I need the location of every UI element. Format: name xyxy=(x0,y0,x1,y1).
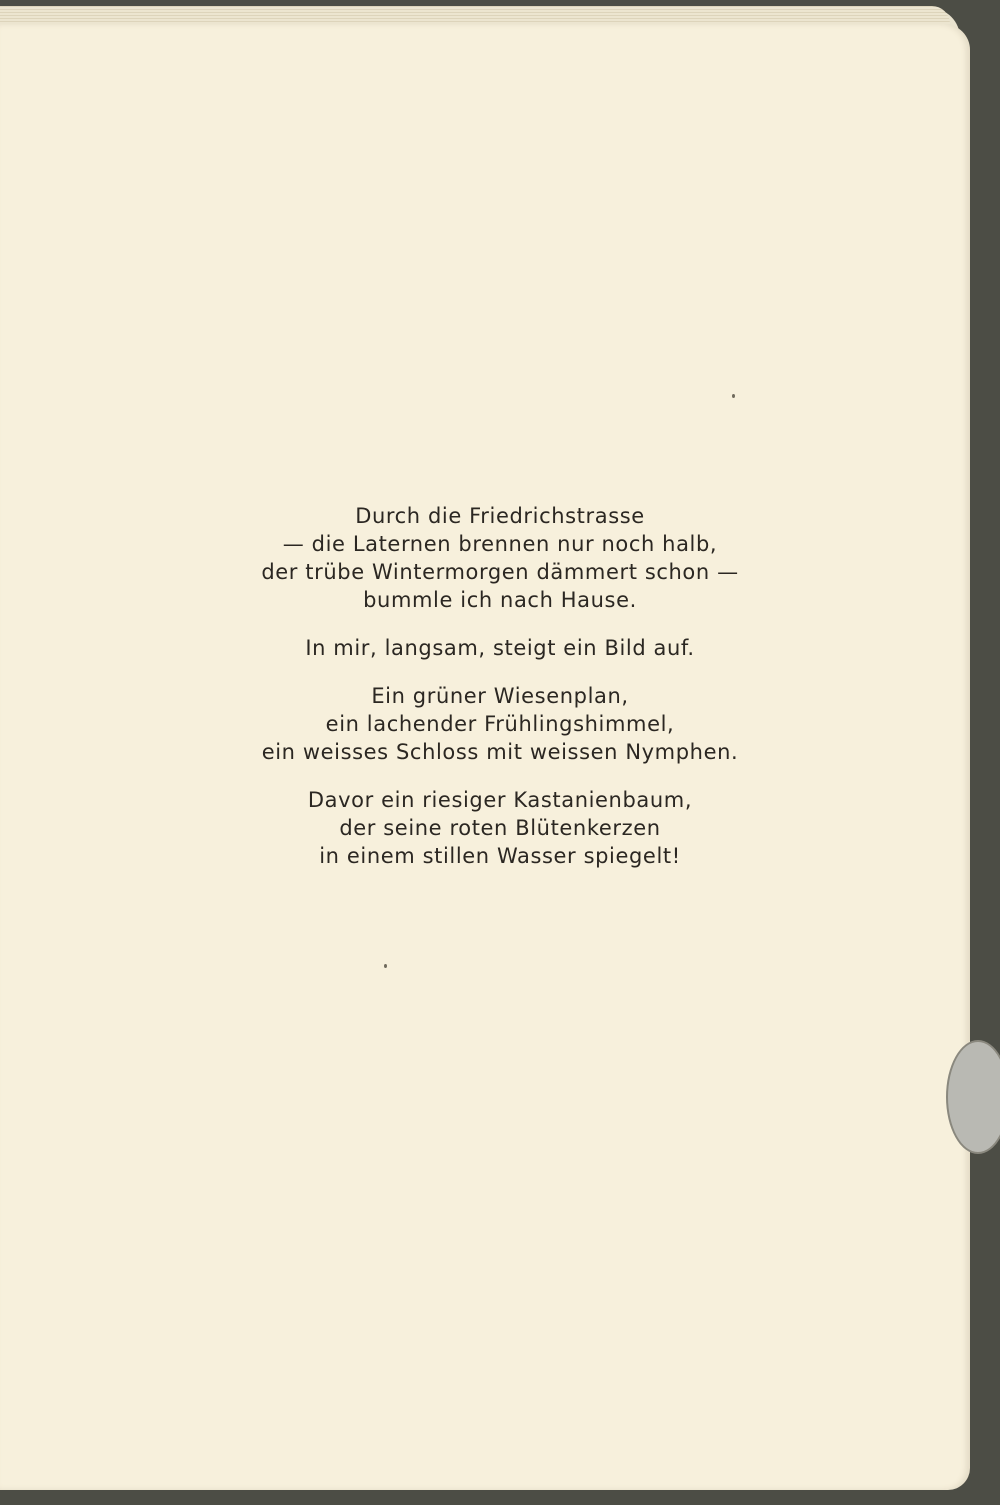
poem-line: Davor ein riesiger Kastanienbaum, xyxy=(307,788,693,812)
paper-speck xyxy=(384,964,387,968)
poem-line: Ein grüner Wiesenplan, xyxy=(371,684,629,708)
poem-line: ein weisses Schloss mit weissen Nymphen. xyxy=(261,740,739,764)
poem-line: in einem stillen Wasser spiegelt! xyxy=(319,844,681,868)
poem-line: der seine roten Blütenkerzen xyxy=(339,816,661,840)
stanza-3 xyxy=(180,682,820,766)
stanza-2 xyxy=(180,634,820,662)
poem-line: der trübe Wintermorgen dämmert schon — xyxy=(261,560,739,584)
poem-line: bummle ich nach Hause. xyxy=(363,588,637,612)
paper-speck xyxy=(732,394,735,398)
poem xyxy=(180,502,820,890)
page-edges xyxy=(0,6,950,24)
poem-line: Durch die Friedrichstrasse xyxy=(355,504,645,528)
poem-line: — die Laternen brennen nur noch halb, xyxy=(282,532,718,556)
stanza-4 xyxy=(180,786,820,870)
poem-line: ein lachender Frühlingshimmel, xyxy=(325,712,675,736)
poem-line: In mir, langsam, steigt ein Bild auf. xyxy=(305,636,695,660)
stanza-1 xyxy=(180,502,820,614)
